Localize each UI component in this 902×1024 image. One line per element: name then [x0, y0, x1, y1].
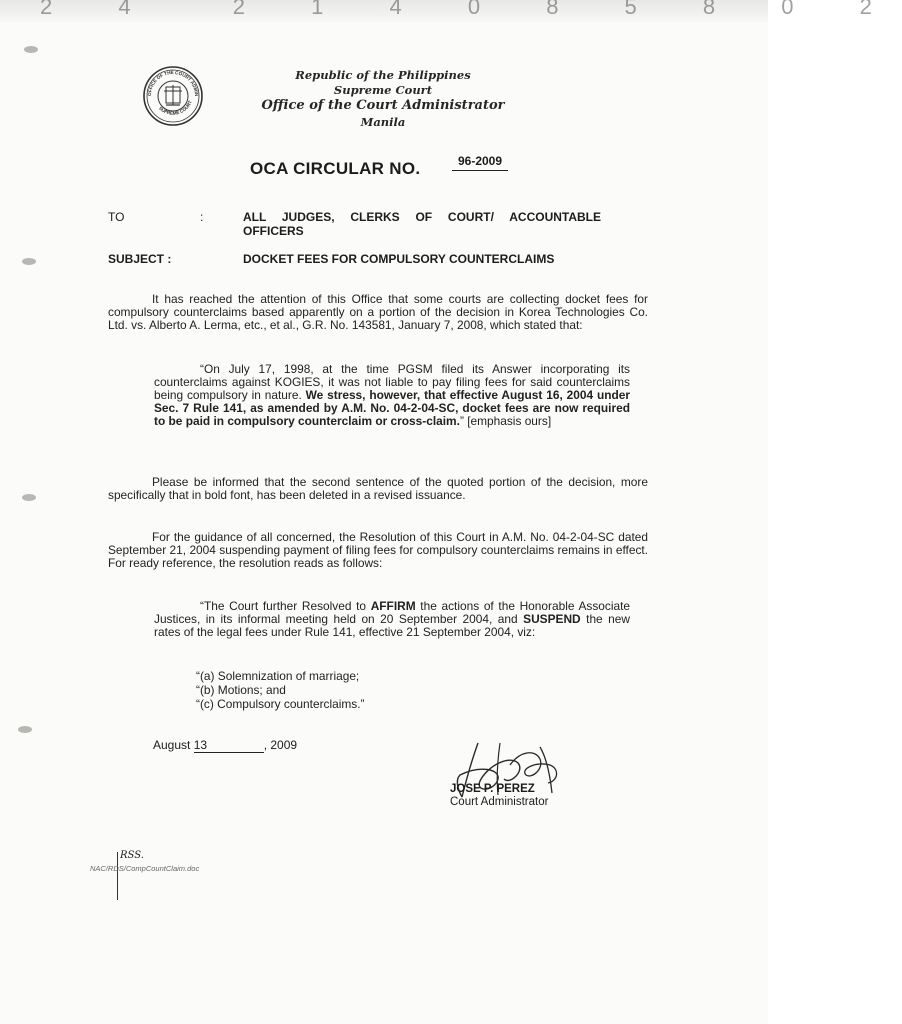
block-quote-2: [154, 600, 630, 639]
letterhead-office: Office of the Court Administrator: [261, 98, 505, 113]
quote-2-part-c: the new rates of the legal fees under Rule 141, effective 21 September 2004, viz:: [154, 612, 630, 639]
date-month: August: [153, 738, 191, 752]
quote-2-affirm: AFFIRM: [370, 599, 416, 613]
punch-hole-mark: [22, 494, 36, 501]
letterhead-city: Manila: [360, 115, 406, 129]
quote-1-normal: “On July 17, 1998, at the time PGSM filed its Answer incorporating its counterclaims against KOGIES, it was not liable to pay filing fees for said counterclaims being compulsory in nature.: [154, 362, 630, 402]
list-item: “(b) Motions; and: [196, 683, 286, 697]
quote-2-part-b: the actions of the Honorable Associate Justices, in its informal meeting held on 20 September 2004, and: [154, 599, 631, 626]
block-quote-1: [154, 363, 630, 428]
paragraph-1: It has reached the attention of this Office that some courts are collecting docket fees for compulsory counterclaims based apparently on a portion of the decision in Korea Technologies Co. Ltd. vs. Alberto A. Lerma, etc., et al., G.R. No. 143581, January 7, 2008, which stated that:: [108, 292, 648, 332]
quote-2-part-a: “The Court further Resolved to: [200, 599, 367, 613]
to-value: ALL JUDGES, CLERKS OF COURT/ ACCOUNTABLE OFFICERS: [243, 210, 601, 238]
signatory-title: Court Administrator: [450, 796, 549, 808]
quote-2-suspend: SUSPEND: [523, 612, 581, 626]
subject-value: DOCKET FEES FOR COMPULSORY COUNTERCLAIMS: [243, 252, 555, 266]
file-reference: NAC/RDS/CompCountClaim.doc: [90, 864, 200, 873]
circular-number: 96-2009: [452, 154, 508, 171]
to-label: TO: [108, 210, 125, 224]
quote-1-bold: We stress, however, that effective August 16, 2004 under Sec. 7 Rule 141, as amended by A.M. No. 04-2-04-SC, docket fees are now required to be paid in compulsory counterclaim or cross-claim.: [154, 388, 630, 428]
punch-hole-mark: [18, 726, 32, 733]
paragraph-2: Please be informed that the second sentence of the quoted portion of the decision, more specifically that in bold font, has been deleted in a revised issuance.: [108, 475, 648, 502]
list-item: “(a) Solemnization of marriage;: [196, 669, 360, 683]
footer-initials: RSS.: [120, 850, 144, 861]
date-year: , 2009: [263, 738, 298, 752]
seal-text-top: OFFICE OF THE COURT ADMIN: [146, 69, 200, 97]
quote-1-tail: ” [emphasis ours]: [459, 414, 552, 428]
list-item: “(c) Compulsory counterclaims.”: [196, 697, 365, 711]
date-day: 13: [194, 738, 264, 753]
seal-text-bottom: SUPREME COURT: [157, 99, 193, 116]
scan-artifact: 2 4 2 1 4 0 8 5 8 0 2: [0, 0, 768, 22]
signatory-name: JOSE P. PEREZ: [450, 783, 535, 795]
punch-hole-mark: [22, 258, 36, 265]
paragraph-3: For the guidance of all concerned, the Resolution of this Court in A.M. No. 04-2-04-SC dated September 21, 2004 suspending payment of filing fees for compulsory counterclaims remains in effect. For ready reference, the resolution reads as follows:: [108, 530, 648, 570]
letterhead-court: Supreme Court: [333, 83, 433, 97]
initials-stroke: [117, 852, 118, 900]
svg-text:SUPREME COURT: [158, 100, 193, 116]
to-colon: :: [200, 210, 204, 224]
letterhead-republic: Republic of the Philippines: [295, 68, 471, 82]
subject-label: SUBJECT :: [108, 252, 172, 266]
court-seal-icon: [142, 65, 204, 132]
issue-date: [153, 738, 297, 753]
punch-hole-mark: [24, 46, 38, 53]
circular-title: OCA CIRCULAR NO.: [250, 159, 421, 178]
